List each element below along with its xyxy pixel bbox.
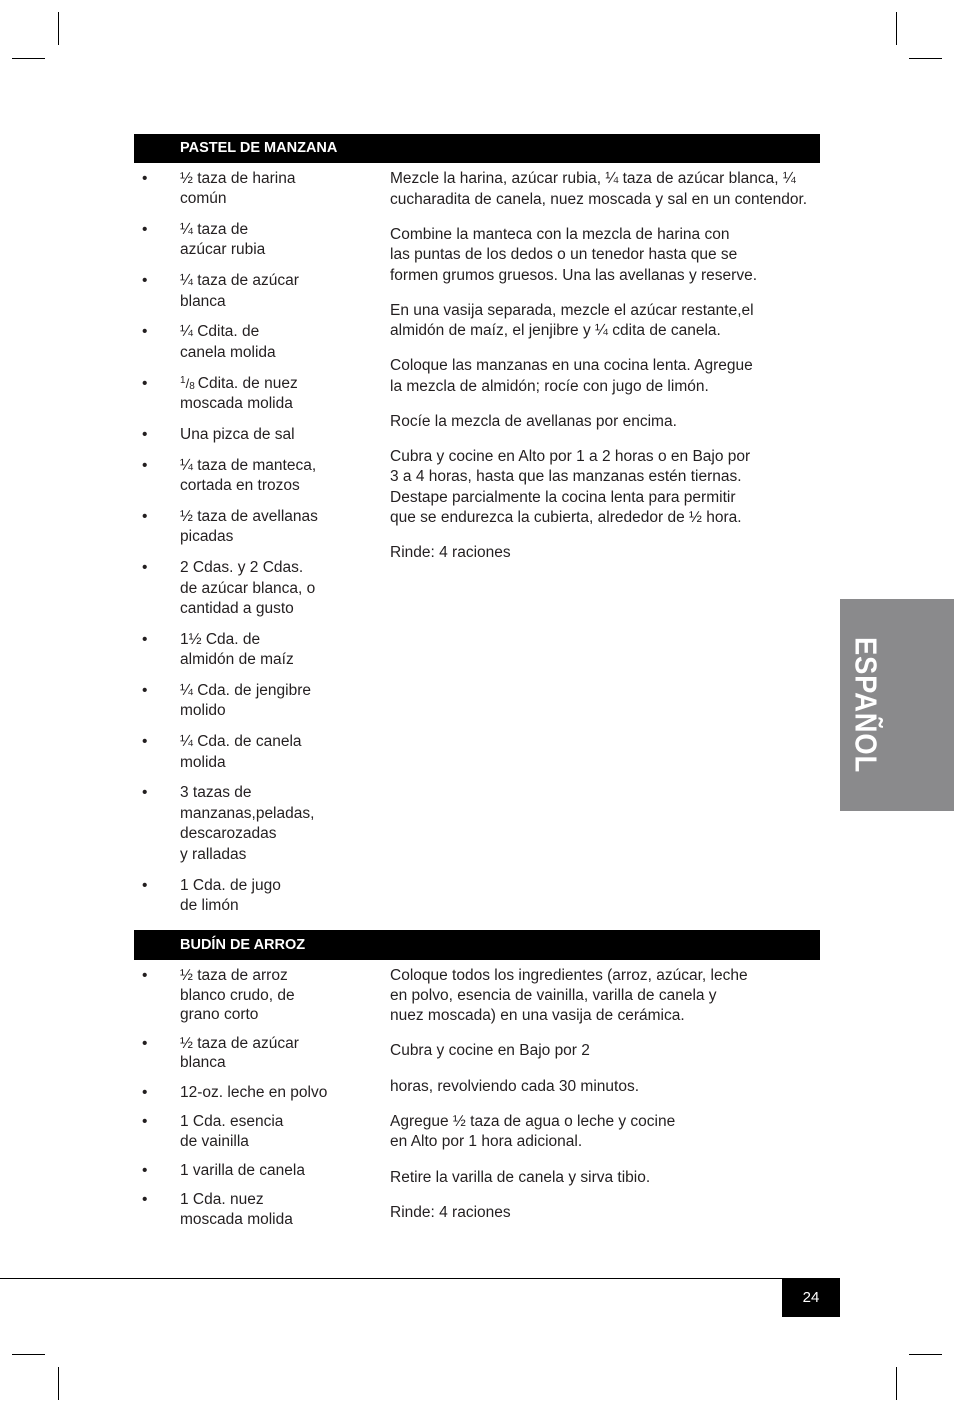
ingredient-line: ½ taza de harina (180, 169, 296, 187)
ingredient-line: 1 Cda. nuez (180, 1191, 264, 1209)
ingredient-list (134, 169, 374, 927)
ingredient-line: ½ taza de azúcar (180, 1035, 299, 1053)
crop-mark (909, 58, 942, 59)
fraction-slash: / (185, 375, 190, 391)
bullet: • (142, 374, 148, 392)
ingredient-line: descarozadas (180, 825, 277, 843)
crop-mark (896, 12, 897, 45)
ingredient-line: ¼ taza de manteca, (180, 456, 317, 474)
ingredient-item (134, 1083, 374, 1102)
ingredient-line (180, 374, 374, 395)
bullet: • (142, 1035, 148, 1053)
instruction-line: formen grumos gruesos. Una las avellanas y reserve. (390, 266, 757, 284)
instruction-paragraph (390, 966, 820, 1026)
crop-mark (909, 1354, 942, 1355)
ingredient-line: Una pizca de sal (180, 425, 295, 443)
instruction-line: que se endurezca la cubierta, alrededor de ½ hora. (390, 509, 742, 526)
crop-mark (58, 1367, 59, 1400)
section-title: BUDÍN DE ARROZ (180, 937, 306, 953)
ingredient-item (134, 271, 374, 312)
ingredient-item (134, 169, 374, 210)
bullet: • (142, 272, 148, 290)
ingredient-line: 1 Cda. de jugo (180, 876, 281, 894)
ingredient-line: 1 varilla de canela (180, 1161, 305, 1179)
bullet: • (142, 425, 148, 443)
ingredient-line: cortada en trozos (180, 477, 300, 495)
ingredient-line: de azúcar blanca, o (180, 579, 316, 597)
ingredient-line: ¼ Cdita. de (180, 323, 260, 341)
instruction-line: Combine la manteca con la mezcla de harina con (390, 225, 730, 243)
ingredient-line: azúcar rubia (180, 241, 266, 259)
ingredient-line: canela molida (180, 343, 276, 361)
instruction-line: Retire la varilla de canela y sirva tibio. (390, 1168, 651, 1186)
ingredient-item (134, 374, 374, 415)
ingredient-item (134, 1161, 374, 1180)
instruction-line: Agregue ½ taza de agua o leche y cocine (390, 1113, 676, 1131)
bullet: • (142, 733, 148, 751)
section-header (134, 930, 820, 960)
instruction-paragraph (390, 225, 820, 287)
language-tab-label: ESPAÑOL (848, 636, 884, 774)
bullet: • (142, 1083, 148, 1101)
crop-mark (896, 1367, 897, 1400)
instruction-line: las puntas de los dedos o un tenedor hasta que se (390, 246, 738, 263)
bullet: • (142, 456, 148, 474)
instruction-line: almidón de maíz, el jenjibre y ¼ cdita de canela. (390, 322, 721, 339)
instructions (390, 169, 820, 578)
ingredient-line: almidón de maíz (180, 651, 294, 669)
ingredient-line: 1½ Cda. de (180, 630, 261, 648)
ingredient-line: molido (180, 702, 226, 720)
fraction-numerator: 1 (180, 374, 186, 386)
instruction-line: Rinde: 4 raciones (390, 544, 511, 561)
instruction-paragraph (390, 1077, 820, 1097)
ingredient-line: blanca (180, 1054, 226, 1072)
fraction-denominator: 8 (189, 380, 195, 392)
ingredient-item (134, 1190, 374, 1228)
ingredient-line: blanco crudo, de (180, 986, 295, 1004)
bullet: • (142, 1161, 148, 1179)
instruction-line: Coloque todos los ingredientes (arroz, azúcar, leche (390, 967, 748, 984)
instruction-paragraph (390, 301, 820, 342)
ingredient-line: blanca (180, 292, 226, 310)
bullet: • (142, 169, 148, 187)
ingredient-item (134, 322, 374, 363)
ingredient-item (134, 507, 374, 548)
ingredient-line: 12-oz. leche en polvo (180, 1083, 328, 1101)
yield-text (390, 543, 820, 564)
ingredient-item (134, 1112, 374, 1150)
page-number-box (782, 1278, 840, 1317)
section-header (134, 134, 820, 163)
instruction-paragraph (390, 356, 820, 397)
instruction-line: Destape parcialmente la cocina lenta para permitir (390, 488, 736, 506)
instruction-paragraph (390, 1041, 820, 1061)
crop-mark (12, 58, 45, 59)
ingredient-line: molida (180, 753, 226, 771)
instruction-line: Rocíe la mezcla de avellanas por encima. (390, 412, 677, 430)
ingredient-line-text: Cdita. de nuez (197, 374, 298, 392)
ingredient-line: 3 tazas de (180, 784, 252, 802)
instruction-line: En una vasija separada, mezcle el azúcar restante,el (390, 301, 754, 319)
ingredient-item (134, 630, 374, 671)
bullet: • (142, 876, 148, 894)
instruction-paragraph (390, 169, 820, 210)
ingredient-item (134, 220, 374, 261)
bullet: • (142, 323, 148, 341)
instructions (390, 966, 820, 1238)
bullet: • (142, 784, 148, 802)
ingredient-line: ¼ taza de (180, 220, 249, 238)
instruction-line: en Alto por 1 hora adicional. (390, 1133, 583, 1151)
ingredient-item (134, 732, 374, 773)
instruction-line: la mezcla de almidón; rocíe con jugo de limón. (390, 377, 709, 395)
bullet: • (142, 1191, 148, 1209)
yield-text (390, 1203, 820, 1223)
language-tab (840, 599, 954, 811)
ingredient-line: 1 Cda. esencia (180, 1113, 284, 1131)
instruction-line: cucharadita de canela, nuez moscada y sal en un contendor. (390, 190, 808, 208)
ingredient-line: picadas (180, 528, 234, 546)
bullet: • (142, 630, 148, 648)
bullet: • (142, 507, 148, 525)
crop-mark (12, 1354, 45, 1355)
ingredient-line: cantidad a gusto (180, 600, 294, 617)
ingredient-item (134, 681, 374, 722)
ingredient-line: de limón (180, 897, 239, 915)
ingredient-item (134, 425, 374, 446)
ingredient-line: ½ taza de arroz (180, 967, 288, 985)
instruction-line: 3 a 4 horas, hasta que las manzanas estén tiernas. (390, 468, 742, 485)
footer-rule (0, 1278, 782, 1279)
bullet: • (142, 681, 148, 699)
instruction-line: nuez moscada) en una vasija de cerámica. (390, 1007, 685, 1024)
instruction-line: Cubra y cocine en Bajo por 2 (390, 1042, 590, 1060)
instruction-paragraph (390, 1168, 820, 1188)
instruction-paragraph (390, 412, 820, 433)
ingredient-line: de vainilla (180, 1132, 249, 1150)
instruction-line: Rinde: 4 raciones (390, 1203, 511, 1221)
ingredient-line: ¼ Cda. de canela (180, 733, 302, 751)
ingredient-line: manzanas,peladas, (180, 804, 315, 822)
bullet: • (142, 559, 148, 576)
ingredient-line: ¼ Cda. de jengibre (180, 681, 311, 699)
ingredient-item (134, 1034, 374, 1072)
instruction-line: Cubra y cocine en Alto por 1 a 2 horas o en Bajo por (390, 447, 751, 465)
ingredient-item (134, 558, 374, 620)
ingredient-line: moscada molida (180, 395, 293, 413)
instruction-paragraph (390, 1112, 820, 1152)
instruction-paragraph (390, 447, 820, 529)
ingredient-list (134, 966, 374, 1239)
ingredient-item (134, 876, 374, 917)
ingredient-line: grano corto (180, 1005, 259, 1023)
ingredient-line: ¼ taza de azúcar (180, 272, 299, 290)
instruction-line: en polvo, esencia de vainilla, varilla de canela y (390, 987, 717, 1004)
instruction-line: horas, revolviendo cada 30 minutos. (390, 1077, 640, 1095)
ingredient-line: moscada molida (180, 1210, 293, 1228)
ingredient-line: ½ taza de avellanas (180, 507, 318, 525)
bullet: • (142, 1113, 148, 1131)
ingredient-item (134, 783, 374, 865)
section-title: PASTEL DE MANZANA (180, 140, 338, 156)
ingredient-line: 2 Cdas. y 2 Cdas. (180, 559, 304, 576)
ingredient-item (134, 456, 374, 497)
crop-mark (58, 12, 59, 45)
bullet: • (142, 220, 148, 238)
instruction-line: Coloque las manzanas en una cocina lenta. Agregue (390, 357, 753, 374)
bullet: • (142, 967, 148, 985)
ingredient-line: común (180, 190, 227, 208)
page-number: 24 (802, 1289, 820, 1306)
ingredient-item (134, 966, 374, 1024)
ingredient-line: y ralladas (180, 845, 247, 863)
instruction-line: Mezcle la harina, azúcar rubia, ¼ taza de azúcar blanca, ¼ (390, 170, 796, 187)
